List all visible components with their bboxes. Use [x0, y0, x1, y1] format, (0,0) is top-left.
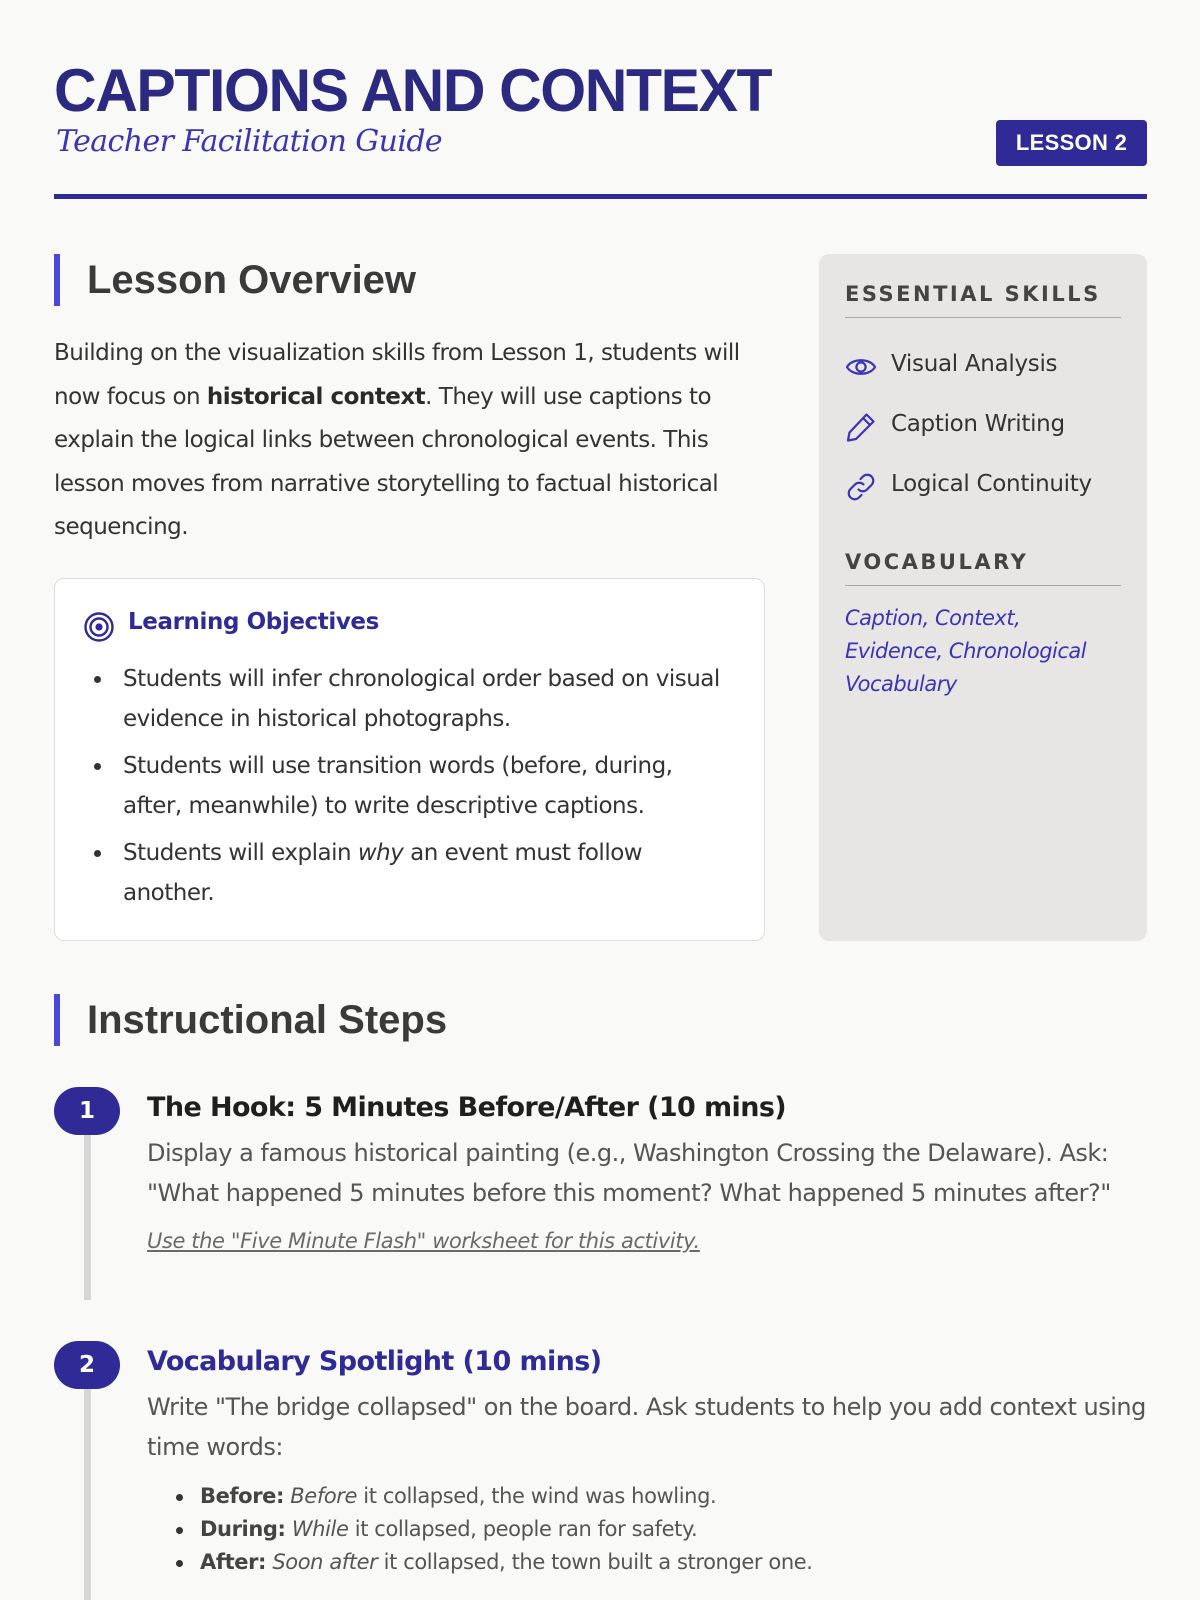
list-item [200, 1546, 813, 1579]
example-label: Before: [200, 1484, 285, 1508]
list-item [123, 833, 733, 913]
skill-item-logical-continuity [845, 469, 1125, 505]
objective-text-end: an event must follow another. [123, 840, 643, 906]
page-title: CAPTIONS AND CONTEXT [54, 56, 772, 125]
example-label: After: [200, 1550, 267, 1574]
step-1-title: The Hook: 5 Minutes Before/After (10 mins) [147, 1092, 787, 1123]
overview-text-bold: historical context [206, 383, 426, 410]
objective-text-start: Students will explain [123, 840, 358, 866]
example-emphasis: While [291, 1517, 349, 1541]
skill-item-caption-writing [845, 409, 1125, 445]
eye-icon [845, 351, 877, 383]
list-item: Students will infer chronological order based on visual evidence in historical photographs. [123, 659, 733, 739]
example-emphasis: Before [290, 1484, 358, 1508]
list-item [200, 1480, 813, 1513]
skill-label: Visual Analysis [891, 351, 1058, 377]
pencil-icon [845, 411, 877, 443]
step-1-connector [84, 1130, 91, 1300]
step-2-title: Vocabulary Spotlight (10 mins) [147, 1346, 602, 1377]
skills-sidebar [819, 254, 1147, 941]
step-1-description: Display a famous historical painting (e.g., Washington Crossing the Delaware). Ask: "What happened 5 minutes before this moment? What happened 5 minutes after?" [147, 1139, 1111, 1207]
worksheet-link[interactable]: Use the "Five Minute Flash" worksheet for this activity. [147, 1229, 700, 1253]
example-emphasis: Soon after [272, 1550, 378, 1574]
link-icon [845, 471, 877, 503]
skills-heading: ESSENTIAL SKILLS [845, 282, 1121, 318]
step-2-number: 2 [54, 1341, 120, 1389]
list-item [200, 1513, 813, 1546]
step-2-description: Write "The bridge collapsed" on the board. Ask students to help you add context using time words: [147, 1393, 1146, 1461]
objectives-list [123, 659, 733, 920]
target-icon [83, 611, 115, 643]
list-item: Students will use transition words (before, during, after, meanwhile) to write descriptive captions. [123, 746, 733, 826]
vocabulary-heading: VOCABULARY [845, 550, 1121, 586]
header-divider [54, 194, 1147, 199]
step-2-connector [84, 1385, 91, 1600]
skill-item-visual-analysis [845, 349, 1125, 385]
skill-label: Caption Writing [891, 411, 1065, 437]
steps-heading: Instructional Steps [54, 994, 447, 1046]
time-word-examples [200, 1480, 813, 1579]
overview-heading: Lesson Overview [54, 254, 416, 306]
skill-label: Logical Continuity [891, 471, 1092, 497]
example-label: During: [200, 1517, 286, 1541]
learning-objectives-card [54, 578, 765, 941]
page-subtitle: Teacher Facilitation Guide [56, 124, 443, 159]
vocabulary-list: Caption, Context, Evidence, Chronological Vocabulary [845, 606, 1087, 696]
example-text: it collapsed, the town built a stronger one. [377, 1550, 813, 1574]
objectives-title: Learning Objectives [128, 609, 379, 635]
step-1-number: 1 [54, 1087, 120, 1135]
objective-text-emphasis: why [357, 840, 404, 866]
lesson-badge: LESSON 2 [996, 120, 1147, 166]
page-header [54, 56, 1147, 159]
example-text: it collapsed, the wind was howling. [357, 1484, 717, 1508]
example-text: it collapsed, people ran for safety. [348, 1517, 698, 1541]
overview-text-start: Building on the visualization skills from Lesson 1, students will now focus on [54, 340, 740, 410]
overview-text-end: . They will use captions to explain the logical links between chronological events. This lesson moves from narrative storytelling to factual historical sequencing. [54, 383, 719, 540]
overview-paragraph [54, 332, 774, 550]
